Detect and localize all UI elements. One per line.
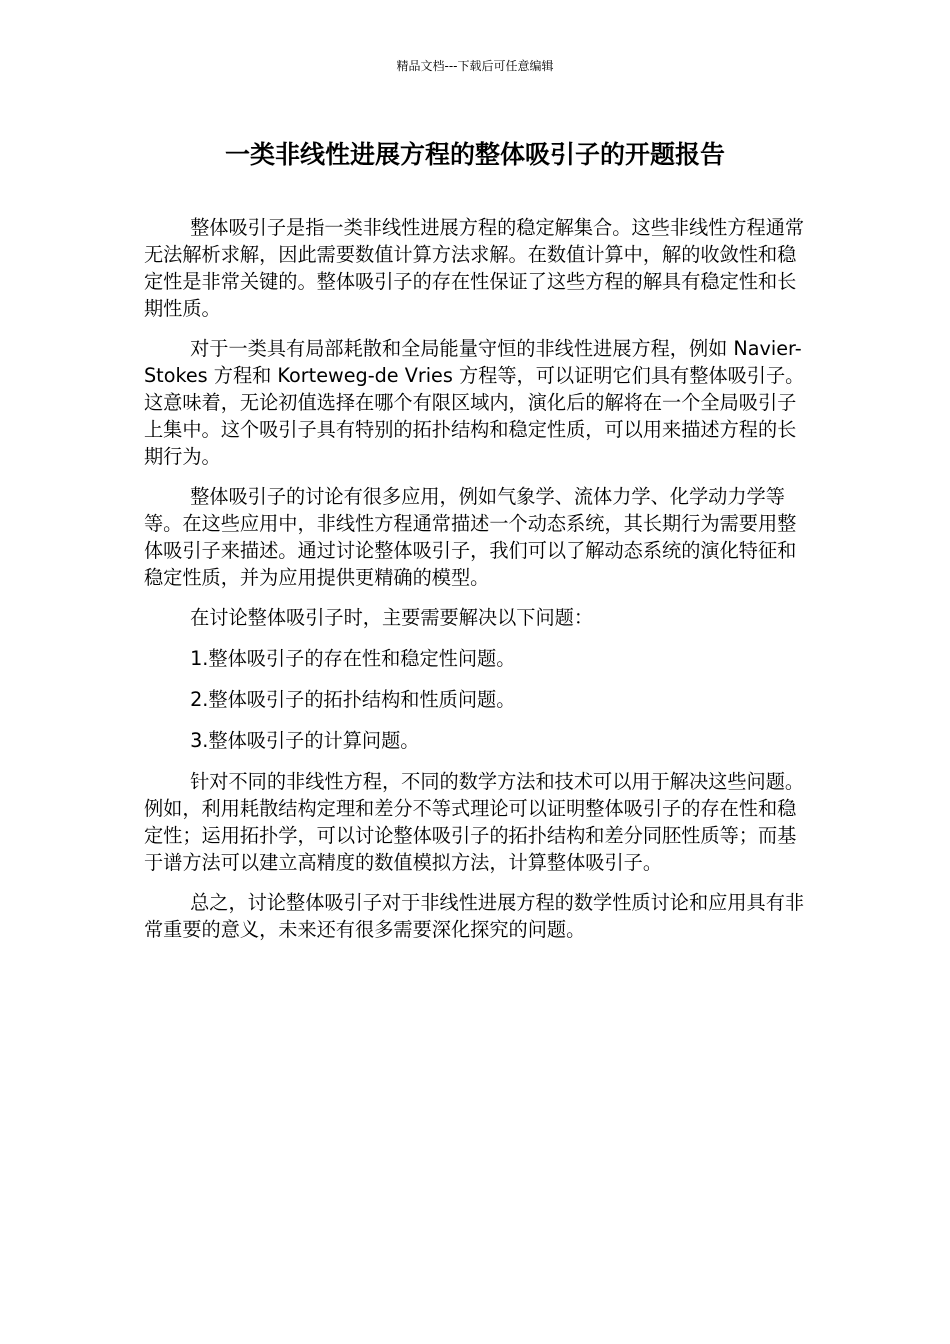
paragraph-methods: 针对不同的非线性方程，不同的数学方法和技术可以用于解决这些问题。例如，利用耗散结构定理和差分不等式理论可以证明整体吸引子的存在性和稳定性；运用拓扑学，可以讨论整体吸引子的拓扑结构和差分同胚性质等；而基于谱方法可以建立高精度的数值模拟方法，计算整体吸引子。 — [144, 770, 805, 874]
list-item-problem-2: 2.整体吸引子的拓扑结构和性质问题。 — [190, 688, 516, 711]
paragraph-intro: 整体吸引子是指一类非线性进展方程的稳定解集合。这些非线性方程通常无法解析求解，因此需要数值计算方法求解。在数值计算中，解的收敛性和稳定性是非常关键的。整体吸引子的存在性保证了这些方程的解具有稳定性和长期性质。 — [144, 216, 805, 320]
paragraph-conclusion: 总之，讨论整体吸引子对于非线性进展方程的数学性质讨论和应用具有非常重要的意义，未来还有很多需要深化探究的问题。 — [144, 891, 805, 941]
document-title: 一类非线性进展方程的整体吸引子的开题报告 — [224, 140, 725, 169]
paragraph-applications: 整体吸引子的讨论有很多应用，例如气象学、流体力学、化学动力学等等。在这些应用中，非线性方程通常描述一个动态系统，其长期行为需要用整体吸引子来描述。通过讨论整体吸引子，我们可以了解动态系统的演化特征和稳定性质，并为应用提供更精确的模型。 — [144, 485, 797, 589]
header-note: 精品文档---下载后可任意编辑 — [396, 59, 554, 73]
paragraph-problems-lead: 在讨论整体吸引子时，主要需要解决以下问题： — [190, 606, 594, 629]
list-item-problem-1: 1.整体吸引子的存在性和稳定性问题。 — [190, 647, 516, 670]
paragraph-equations: 对于一类具有局部耗散和全局能量守恒的非线性进展方程，例如 Navier-Stokes 方程和 Korteweg-de Vries 方程等，可以证明它们具有整体吸引子。这意味着，无论初值选择在哪个有限区域内，演化后的解将在一个全局吸引子上集中。这个吸引子具有特别的拓扑结构和稳定性质，可以用来描述方程的长期行为。 — [144, 337, 805, 468]
list-item-problem-3: 3.整体吸引子的计算问题。 — [190, 729, 420, 752]
document-body — [144, 214, 806, 956]
